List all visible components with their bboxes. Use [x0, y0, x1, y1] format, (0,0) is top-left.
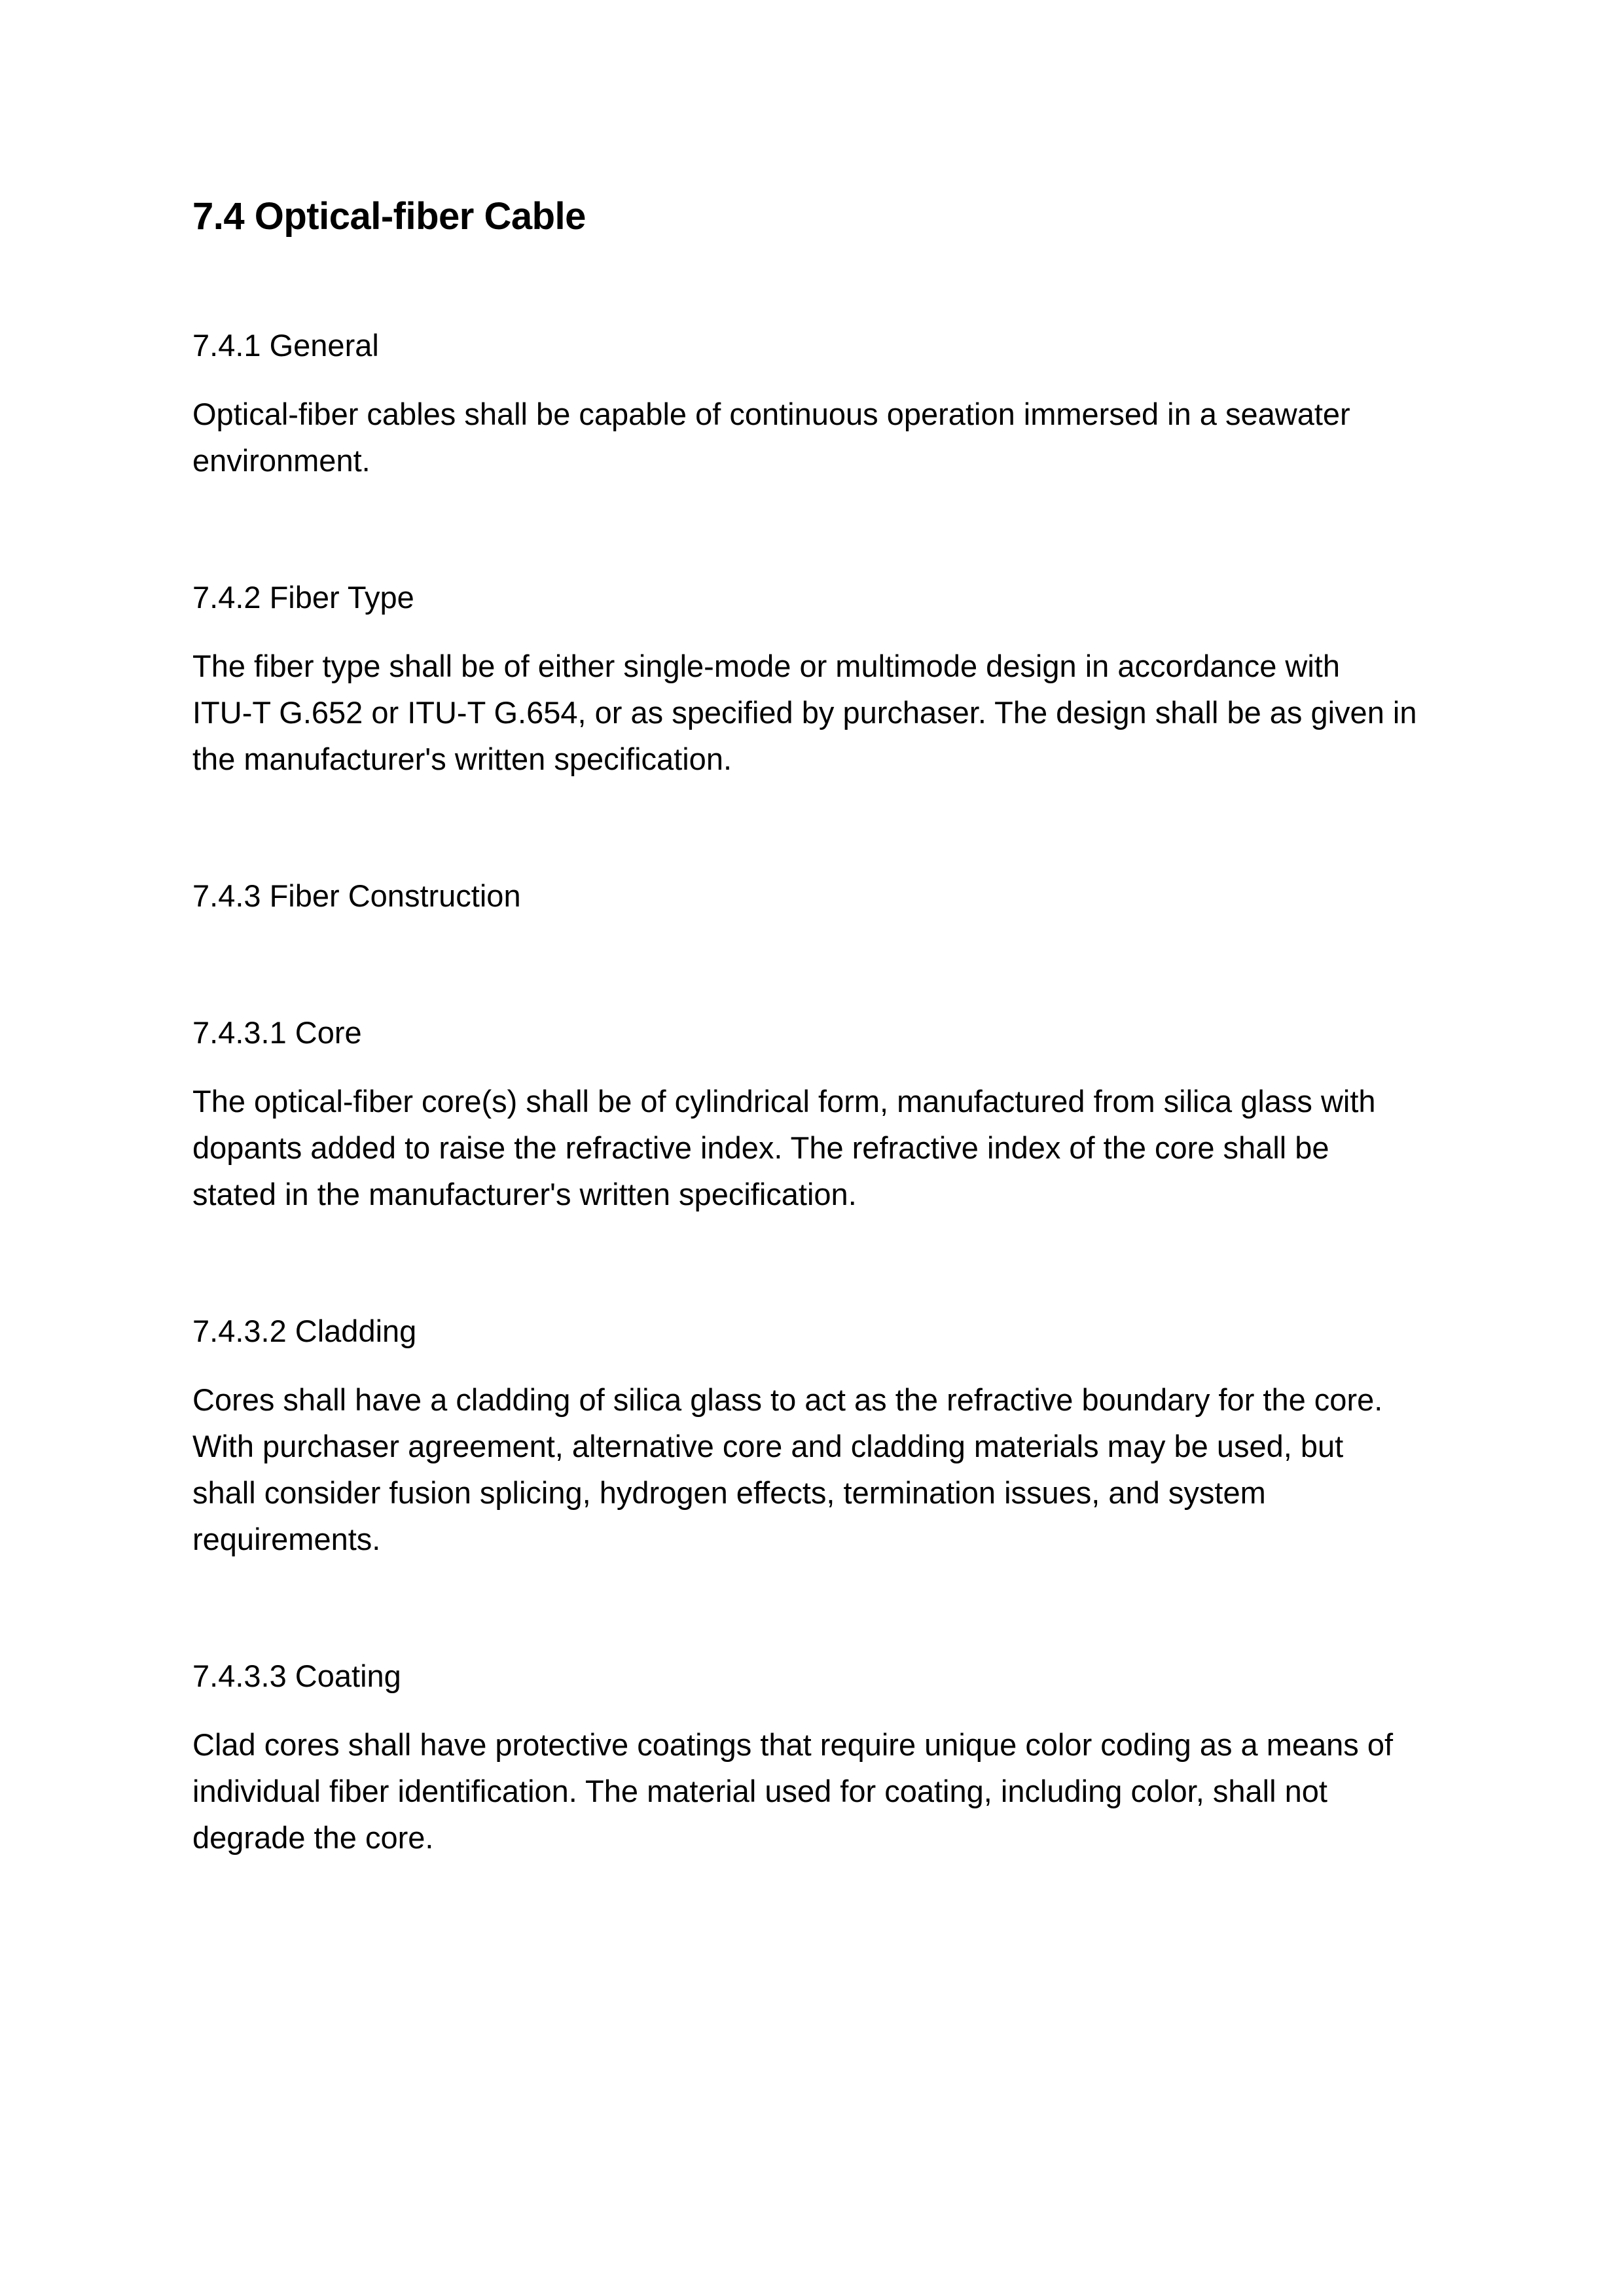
paragraph-line: the manufacturer's written specification.: [192, 742, 732, 776]
subsection-coating: [192, 1653, 1434, 1861]
paragraph-cladding: [192, 1376, 1434, 1562]
paragraph-fiber-type: [192, 643, 1434, 782]
paragraph-line: The fiber type shall be of either single-mode or multimode design in accordance with: [192, 649, 1340, 683]
paragraph-coating: [192, 1721, 1434, 1861]
paragraph-line: Optical-fiber cables shall be capable of continuous operation immersed in a seawater: [192, 397, 1350, 431]
paragraph-line: dopants added to raise the refractive index. The refractive index of the core shall be: [192, 1130, 1329, 1165]
paragraph-line: stated in the manufacturer's written specification.: [192, 1177, 857, 1211]
paragraph-line: environment.: [192, 443, 370, 478]
subsection-heading-cladding: 7.4.3.2 Cladding: [192, 1314, 417, 1348]
subsection-heading-general: 7.4.1 General: [192, 328, 379, 363]
paragraph-line: individual fiber identification. The material used for coating, including color, shall not: [192, 1774, 1327, 1808]
paragraph-line: requirements.: [192, 1522, 381, 1556]
paragraph-line: ITU-T G.652 or ITU-T G.654, or as specified by purchaser. The design shall be as given in: [192, 695, 1417, 730]
section-title: 7.4 Optical-fiber Cable: [192, 195, 586, 238]
subsection-heading-core: 7.4.3.1 Core: [192, 1015, 362, 1050]
subsection-fiber-construction: [192, 872, 1434, 919]
subsection-core: [192, 1009, 1434, 1217]
paragraph-line: Clad cores shall have protective coatings that require unique color coding as a means of: [192, 1727, 1394, 1762]
subsection-fiber-type: [192, 574, 1434, 782]
subsection-general: [192, 322, 1434, 484]
paragraph-line: Cores shall have a cladding of silica glass to act as the refractive boundary for the core.: [192, 1382, 1383, 1417]
paragraph-general: [192, 391, 1434, 484]
subsection-cladding: [192, 1308, 1434, 1562]
paragraph-line: The optical-fiber core(s) shall be of cylindrical form, manufactured from silica glass with: [192, 1084, 1376, 1119]
subsection-heading-fiber-construction: 7.4.3 Fiber Construction: [192, 878, 521, 913]
subsection-heading-coating: 7.4.3.3 Coating: [192, 1659, 401, 1693]
subsection-heading-fiber-type: 7.4.2 Fiber Type: [192, 580, 414, 615]
paragraph-core: [192, 1078, 1434, 1217]
paragraph-line: shall consider fusion splicing, hydrogen effects, termination issues, and system: [192, 1475, 1266, 1510]
paragraph-line: With purchaser agreement, alternative core and cladding materials may be used, but: [192, 1429, 1344, 1463]
paragraph-line: degrade the core.: [192, 1820, 434, 1855]
